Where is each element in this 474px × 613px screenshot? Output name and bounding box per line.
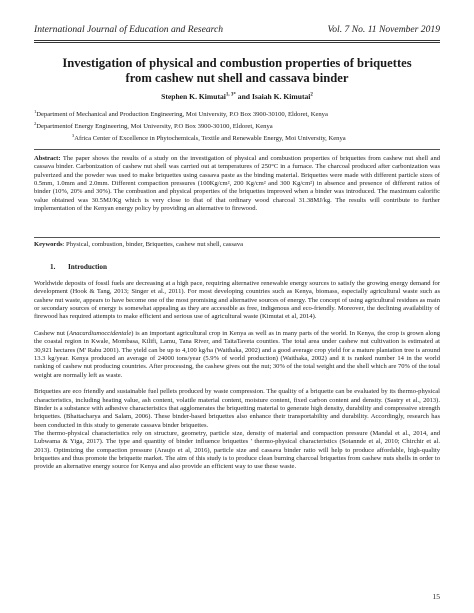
affiliations (34, 108, 440, 144)
title-line-1: Investigation of physical and combustion properties of briquettes (62, 56, 412, 70)
abstract-text: The paper shows the results of a study on the investigation of physical and combustion properties of briquettes from cashew nut shell and cassava binder. Carbonization of cashew nut shell was carried out at temperatures of 250°C in a furnace. The charcoal produced after carbonization was pulverized and the powder was used to make briquettes using cassava paste as the binding material. Briquettes were made with different particle sizes of 0.5mm, 1.0mm and 2.0mm. Different compaction pressures (100Kg/cm², 200 Kg/cm² and 300 Kg/cm²) in absence and presence of different ratios of binder (10%, 20% and 30%). The combustion and physical properties of the briquettes improved when a binder was introduced. The maximum calorific value obtained was 30.5MJ/Kg which is very close to that of that ordinary wood charcoal 31.38MJ/kg. The results will contribute to further implementation of the Kenyan energy policy by providing an alternative to firewood. (34, 155, 440, 213)
paragraph-2-text-b: ) is an important agricultural crop in Kenya as well as in many parts of the world. In Kenya, the crop is grown along the coastal region in Kwale, Mombasa, Kilifi, Lamu, Tana River, and TaitaTaveta counties. The total area under cashew nut cultivation is estimated at 30,921 hectares (M' Rabu 2001). The yield can be up to 4,100 kg/ha (Waithaka, 2002) and a good average crop yield for a mature plantation tree is around 13.3 kg/year. Kenya produced an average of 24000 tons/year (5.9% of world production) (Waithaka, 2002) and it is ranked number 14 in the world ranking of cashew nut producing countries. After processing, the cashew gives out the nut; 30% of the total weight and the shell which are 70% of the total weight are normally left as waste. (34, 330, 440, 379)
affiliation-2 (34, 120, 440, 132)
section-number: 1. (50, 263, 56, 271)
affiliation-1 (34, 108, 440, 120)
header-rule (34, 40, 440, 41)
author-1: Stephen K. Kimutai (161, 92, 226, 101)
volume-info: Vol. 7 No. 11 November 2019 (327, 24, 440, 35)
author-2: Isaiah K. Kimutai (251, 92, 311, 101)
section-heading (50, 263, 107, 271)
paragraph-4-text: The thermo-physical characteristics rely on structure, geometry, particle size, density of material and compaction pressure (Mandal et al., 2014, and Lubwama & Yiga, 2017). The type and quantity of binder influence briquettes ' thermo-physical characteristics (Sotannde et al, 2010; Chirchir et al. 2013). Optimizing the compaction pressure (Araujo et al, 2016), particle size and cassava binder ratio will help to produce affordable, high-quality briquettes and thus promote the briquette market. The aim of this study is to produce clean burning charcoal briquettes from cashew nuts shells in order to provide an alternative energy source for Kenya and also provide an efficient way to use these waste. (34, 430, 440, 471)
paragraph-2 (34, 330, 440, 380)
affiliation-1-text: Department of Mechanical and Production Engineering, Moi University, P.O Box 3900-30100, Eldoret, Kenya (36, 111, 328, 119)
author-line (34, 92, 440, 101)
paper-title (50, 56, 424, 86)
paragraph-1 (34, 280, 440, 322)
author-2-affil: 2 (310, 92, 313, 98)
affiliation-3-text: Africa Center of Excellence in Phytochemicals, Textile and Renewable Energy, Moi University, Kenya (74, 134, 346, 142)
author-joiner: and (235, 92, 252, 101)
running-header (34, 24, 440, 35)
abstract-rule-top (34, 149, 440, 150)
keywords-label: Keywords (34, 241, 63, 248)
abstract-rule-bottom (34, 237, 440, 238)
title-line-2: from cashew nut shell and cassava binder (125, 71, 349, 85)
header-rule-thin (34, 42, 440, 43)
paragraph-3 (34, 388, 440, 430)
paragraph-3-text: Briquettes are eco friendly and sustainable fuel pellets produced by waste compression. The quality of a briquette can be evaluated by its thermo-physical characteristics, including heating value, ash content, volatile material content, moisture content, fixed carbon content and density. (Sastry et al., 2013). Binder is a substance with adhesive characteristics that agglomerates the briquetting material to generate high density, durability and compressive strength briquettes. (Bhattacharya and Salam, 2006). These binder-based briquettes also enhance their transportability and durability. Accordingly, research has been conducted in this study to generate cassava binder briquettes. (34, 388, 440, 429)
abstract-label: Abstract: (34, 155, 61, 162)
body-text (34, 280, 440, 480)
affiliation-1-sup: 1 (34, 109, 37, 114)
paragraph-2-text-a: Cashew nut ( (34, 330, 69, 338)
abstract (34, 155, 440, 213)
species-name: Anacardiumoccidentale (68, 330, 132, 338)
affiliation-3-sup: 3 (72, 132, 75, 138)
paragraph-4 (34, 430, 440, 472)
affiliation-2-sup: 2 (34, 120, 37, 126)
affiliation-2-text: Departmentof Energy Engineering, Moi University, P.O Box 3900-30100, Eldoret, Kenya (36, 123, 273, 131)
keywords (34, 241, 440, 248)
keywords-text: : Physical, combustion, binder, Briquettes, cashew nut shell, cassava (62, 241, 244, 248)
journal-name: International Journal of Education and Research (34, 24, 224, 35)
section-title: Introduction (68, 263, 108, 271)
author-1-affil: 1, 3* (225, 92, 236, 98)
affiliation-3 (34, 132, 440, 144)
page-number: 15 (432, 592, 440, 601)
paragraph-1-text: Worldwide deposits of fossil fuels are decreasing at a high pace, requiring alternative renewable energy sources to satisfy the growing energy demand for development (Hook & Tang, 2013; Singer et al., 2011). For most developing countries such as Kenya, biomass, especially agricultural waste such as cashew nut waste, appears to have become one of the most promising and alternative sources of energy. The concept of using agricultural residues as main or secondary sources of energy is somewhat appealing as they are accessible as free, indigenous and eco-friendly. Moreover, the declining availability of firewood has required attempts to make efficient and serious use of agricultural waste (Kimutai et al, 2014). (34, 280, 440, 321)
